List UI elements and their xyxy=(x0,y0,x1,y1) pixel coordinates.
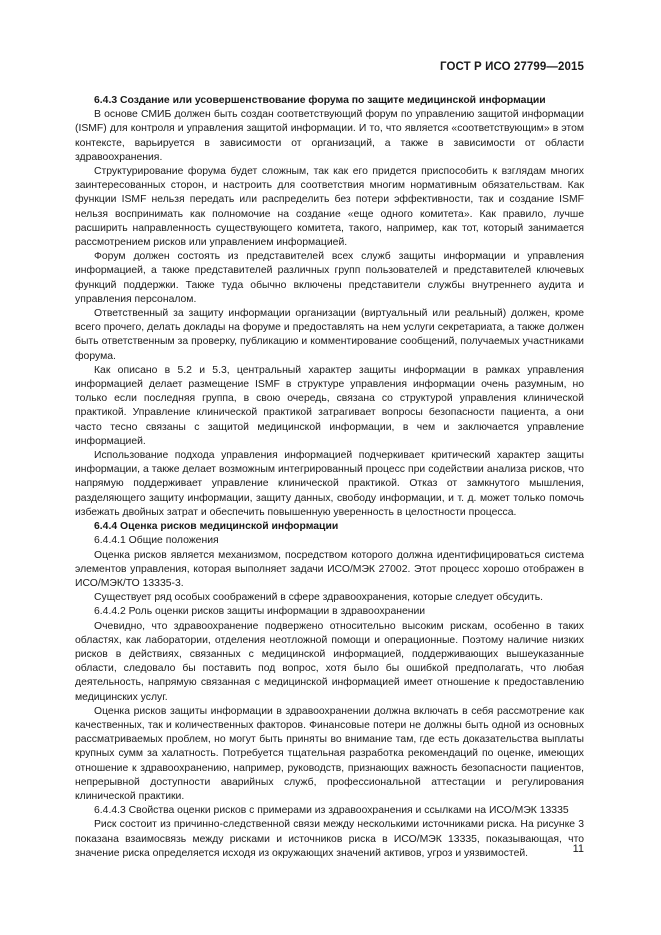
page-number: 11 xyxy=(572,843,584,855)
paragraph: В основе СМИБ должен быть создан соответствующий форум по управлению защитой информации (ISMF) для контроля и управления защитой информации. И то, что является «соответствующим» в этом контексте, варьируется в зависимости от организаций, а также в зависимости от области здравоохранения. xyxy=(75,109,584,163)
paragraph: Форум должен состоять из представителей всех служб защиты информации и управления информацией, а также представителей различных групп пользователей и представителей ключевых функций поддержки. Также туда обычно включены представители службы внутреннего аудита и управления персоналом. xyxy=(75,251,584,305)
paragraph: Оценка рисков защиты информации в здравоохранении должна включать в себя рассмотрение как качественных, так и количественных факторов. Финансовые потери не должны быть одной из основных рассматриваемых проблем, но могут быть приняты во внимание там, где есть доказательства выплаты крупных сумм за халатность. Потребуется тщательная разработка рекомендаций по оценке, имеющих отношение к здравоохранению, например, руководств, признающих важность безопасности пациентов, непрерывной доступности аварийных служб, профессиональной аттестации и регулирования клинической практики. xyxy=(75,705,584,802)
paragraph: Структурирование форума будет сложным, так как его придется приспособить к взглядам многих заинтересованных сторон, и настроить для соответствия многим нормативным обязательствам. Как функции ISMF нельзя передать или распределить без потери эффективности, так и создание ISMF нельзя воспринимать как полномочие на создание «еще одного комитета». Как правило, лучше расширить направленность существующего комитета, такого, например, как тот, который занимается рассмотрением рисков или управлением информацией. xyxy=(75,166,584,249)
paragraph: Как описано в 5.2 и 5.3, центральный характер защиты информации в рамках управления информацией делает размещение ISMF в структуре управления информации очень разумным, но только если последняя группа, в свою очередь, связана со структурой управления клинической практикой. Управление клинической практикой затрагивает вопросы безопасности пациента, а они часто тесно связаны с защитой медицинской информации, в чем и заключается управление информацией. xyxy=(75,364,584,447)
paragraph: Очевидно, что здравоохранение подвержено относительно высоким рискам, особенно в таких областях, как лаборатории, отделения неотложной помощи и операционные. Поэтому наличие низких рисков в действиях, связанных с медицинской информацией, поддерживающих вышеуказанные области, следовало бы поставить под вопрос, хотя было бы ошибкой предполагать, что любая деятельность, напрямую связанная с медицинской информацией имеет отношение к предоставлению медицинских услуг. xyxy=(75,620,584,703)
subsection-heading-6-4-4-2: 6.4.4.2 Роль оценки рисков защиты информации в здравоохранении xyxy=(94,606,426,618)
document-body xyxy=(75,94,584,861)
paragraph: Ответственный за защиту информации организации (виртуальный или реальный) должен, кроме всего прочего, делать доклады на форуме и предоставлять на нем услуги секретариата, а также должен быть ответственным за проверку, публикацию и комментирование сообщений, получаемых участниками форума. xyxy=(75,308,584,362)
section-heading-6-4-3: 6.4.3 Создание или усовершенствование форума по защите медицинской информации xyxy=(94,95,546,106)
paragraph: Оценка рисков является механизмом, посредством которого должна идентифицироваться система элементов управления, которая выполняет задачи ИСО/МЭК 27002. Этот процесс хорошо отображен в ИСО/МЭК/ТО 13335-3. xyxy=(75,549,584,589)
paragraph: Риск состоит из причинно-следственной связи между несколькими источниками риска. На рисунке 3 показана взаимосвязь между рисками и источников риска в ИСО/МЭК 13335, показывающая, что значение риска определяется исходя из окружающих значений активов, угроз и уязвимостей. xyxy=(75,819,584,859)
subsection-heading-6-4-4-3: 6.4.4.3 Свойства оценки рисков с примерами из здравоохранения и ссылками на ИСО/МЭК 13335 xyxy=(94,805,569,817)
paragraph: Существует ряд особых соображений в сфере здравоохранения, которые следует обсудить. xyxy=(94,592,544,604)
subsection-heading-6-4-4-1: 6.4.4.1 Общие положения xyxy=(94,535,219,547)
paragraph: Использование подхода управления информацией подчеркивает критический характер защиты информации, а также делает возможным интегрированный процесс при содействии анализа рисков, что напрямую поддерживает управление клинической практикой. Отказ от замкнутого мышления, разделяющего защиту информации, защиту данных, свободу информации, и т. д. может только помочь избежать двойных затрат и обеспечить повышенную уверенность в целостности процесса. xyxy=(75,450,584,518)
section-heading-6-4-4: 6.4.4 Оценка рисков медицинской информации xyxy=(94,521,339,533)
document-id-header: ГОСТ Р ИСО 27799—2015 xyxy=(439,61,584,73)
